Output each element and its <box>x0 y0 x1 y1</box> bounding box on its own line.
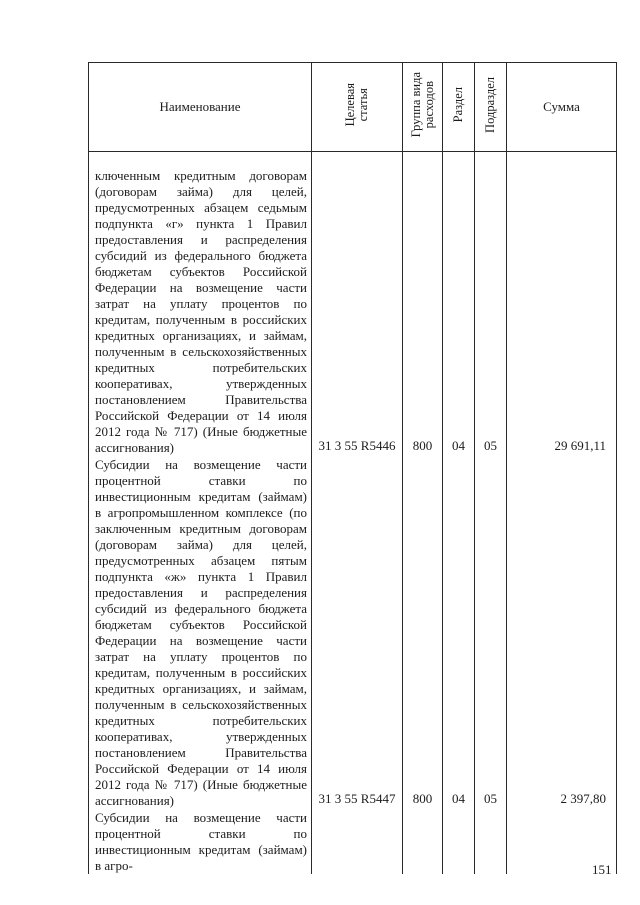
row-amount: 2 397,80 <box>507 456 617 809</box>
table-row <box>89 809 617 874</box>
row-section: 04 <box>443 456 475 809</box>
table-header <box>89 63 617 152</box>
row-expense-group <box>403 809 443 874</box>
page-number: 151 <box>592 862 612 877</box>
row-subsection: 05 <box>475 456 507 809</box>
table-row <box>89 456 617 809</box>
row-name: ключенным кредитным договорам (договорам займа) для целей, предусмотренных абзацем седьмым подпункта «г» пункта 1 Правил предоставления и распределения субсидий из федерального бюджета бюджетам субъектов Российской Федерации на возмещение части затрат на уплату процентов по кредитам, полученным в российских кредитных организациях, и займам, полученным в сельскохозяйственных кредитных потребительских кооперативах, утвержденных постановлением Правительства Российской Федерации от 14 июля 2012 года № 717) (Иные бюджетные ассигнования) <box>89 152 312 456</box>
header-section: Раздел <box>443 63 475 152</box>
budget-table <box>88 62 617 874</box>
row-name: Субсидии на возмещение части процентной ставки по инвестиционным кредитам (займам) в агропромышленном комплексе (по заключенным кредитным договорам (договорам займа) для целей, предусмотренных абзацем пятым подпункта «ж» пункта 1 Правил предоставления и распределения субсидий из федерального бюджета бюджетам субъектов Российской Федерации на возмещение части затрат на уплату процентов по кредитам, полученным в российских кредитных организациях, и займам, полученным в сельскохозяйственных кредитных потребительских кооперативах, утвержденных постановлением Правительства Российской Федерации от 14 июля 2012 года № 717) (Иные бюджетные ассигнования) <box>89 456 312 809</box>
row-subsection: 05 <box>475 152 507 456</box>
row-expense-group: 800 <box>403 152 443 456</box>
header-expense-group: Группа вида расходов <box>403 63 443 152</box>
row-subsection <box>475 809 507 874</box>
header-name: Наименование <box>89 63 312 152</box>
header-target-article: Целевая статья <box>312 63 403 152</box>
header-amount: Сумма <box>507 63 617 152</box>
row-target-article: 31 3 55 R5446 <box>312 152 403 456</box>
row-section: 04 <box>443 152 475 456</box>
row-target-article <box>312 809 403 874</box>
header-subsection: Подраздел <box>475 63 507 152</box>
row-amount: 29 691,11 <box>507 152 617 456</box>
table-row <box>89 152 617 456</box>
row-target-article: 31 3 55 R5447 <box>312 456 403 809</box>
row-section <box>443 809 475 874</box>
row-name: Субсидии на возмещение части процентной ставки по инвестиционным кредитам (займам) в агро- <box>89 809 312 874</box>
row-expense-group: 800 <box>403 456 443 809</box>
